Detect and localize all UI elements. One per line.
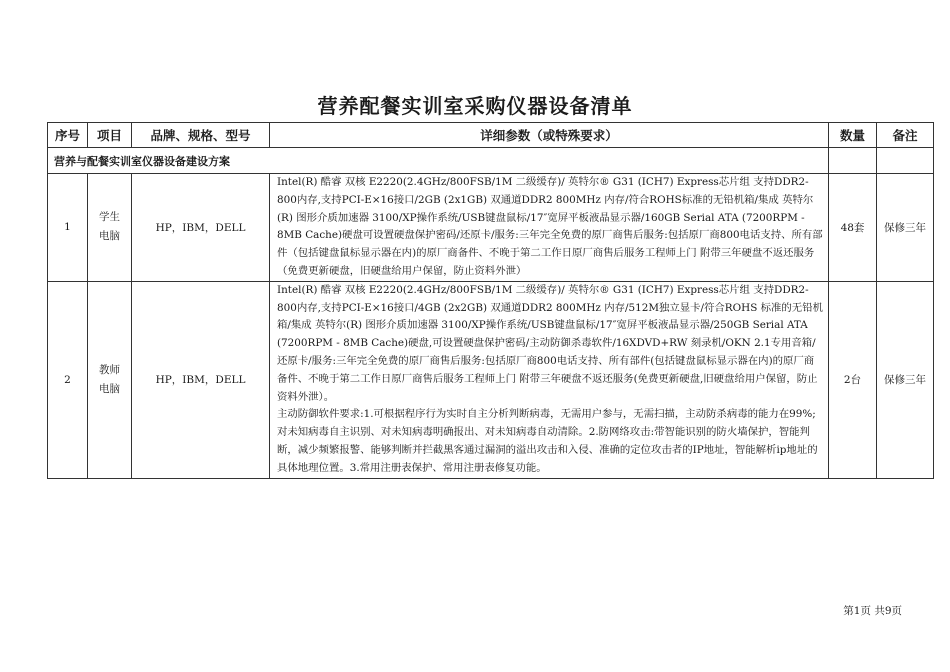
row-quantity: 2台 [829,281,877,478]
row-index: 1 [48,174,88,282]
table-header-row [48,123,934,148]
row-item-line2: 电脑 [99,382,120,395]
equipment-table [47,122,934,479]
row-params-text: Intel(R) 酷睿 双核 E2220(2.4GHz/800FSB/1M 二级缓存)/ 英特尔® G31 (ICH7) Express芯片组 支持DDR2-800内存,支持PCI-E×16接口/4GB (2x2GB) 双通道DDR2 800MHz 内存/512M独立显卡/符合ROHS 标准的无铅机箱/集成 英特尔(R) 图形介质加速器 3100/XP操作系统/USB键盘鼠标/17″宽屏平板液晶显示器/250GB Serial ATA (7200RPM - 8MB Cache)硬盘,可设置硬盘保护密码/主动防御杀毒软件/16XDVD+RW 刻录机/OKN 2.1专用音箱/还原卡/服务:三年完全免费的原厂商售后服务:包括原厂商800电话支持、所有部件(包括键盘鼠标显示器在内)的原厂商备件、不晚于第二工作日原厂商售后服务工程师上门 附带三年硬盘不返还服务(免费更新硬盘,旧硬盘给用户保留，防止资料外泄）。 [277,283,823,403]
header-item: 项目 [88,123,132,148]
row-item-line2: 电脑 [99,230,120,243]
header-index: 序号 [48,123,88,148]
row-item [88,174,132,282]
row-params [270,281,829,478]
row-brand: HP，IBM，DELL [132,174,270,282]
section-empty-quantity [829,148,877,174]
row-item-line1: 教师 [99,363,120,376]
table-row [48,281,934,478]
row-params-extra: 主动防御软件要求:1.可根据程序行为实时自主分析判断病毒，无需用户参与，无需扫描，主动防杀病毒的能力在99%;对未知病毒自主识别、对未知病毒明确报出、对未知病毒自动清除。2.防网络攻击:带智能识别的防火墙保护，智能判断，减少频繁报警、能够判断并拦截黑客通过漏洞的溢出攻击和入侵、准确的定位攻击者的IP地址，智能解析ip地址的具体地理位置。3.常用注册表保护、常用注册表修复功能。 [277,408,818,474]
row-params-text: Intel(R) 酷睿 双核 E2220(2.4GHz/800FSB/1M 二级缓存)/ 英特尔® G31 (ICH7) Express芯片组 支持DDR2-800内存,支持PCI-E×16接口/2GB (2x1GB) 双通道DDR2 800MHz 内存/符合ROHS标准的无铅机箱/集成 英特尔(R) 图形介质加速器 3100/XP操作系统/USB键盘鼠标/17″宽屏平板液晶显示器/160GB Serial ATA (7200RPM - 8MB Cache)硬盘可设置硬盘保护密码/还原卡/服务:三年完全免费的原厂商售后服务:包括原厂商800电话支持、所有部件（包括键盘鼠标显示器在内)的原厂商备件、不晚于第二工作日原厂商售后服务工程师上门 附带三年硬盘不返还服务（免费更新硬盘，旧硬盘给用户保留，防止资料外泄） [277,176,823,277]
section-empty-remarks [877,148,934,174]
row-params [270,174,829,282]
row-item [88,281,132,478]
document-title: 营养配餐实训室采购仪器设备清单 [317,94,633,118]
row-brand: HP，IBM，DELL [132,281,270,478]
header-remarks: 备注 [877,123,934,148]
row-index: 2 [48,281,88,478]
header-quantity: 数量 [829,123,877,148]
row-remarks: 保修三年 [877,174,934,282]
section-row [48,148,934,174]
table-row [48,174,934,282]
header-params: 详细参数（或特殊要求） [270,123,829,148]
header-brand: 品牌、规格、型号 [132,123,270,148]
page-number: 第1页 共9页 [843,605,902,617]
row-remarks: 保修三年 [877,281,934,478]
section-title: 营养与配餐实训室仪器设备建设方案 [48,148,829,174]
row-item-line1: 学生 [99,211,120,224]
row-quantity: 48套 [829,174,877,282]
